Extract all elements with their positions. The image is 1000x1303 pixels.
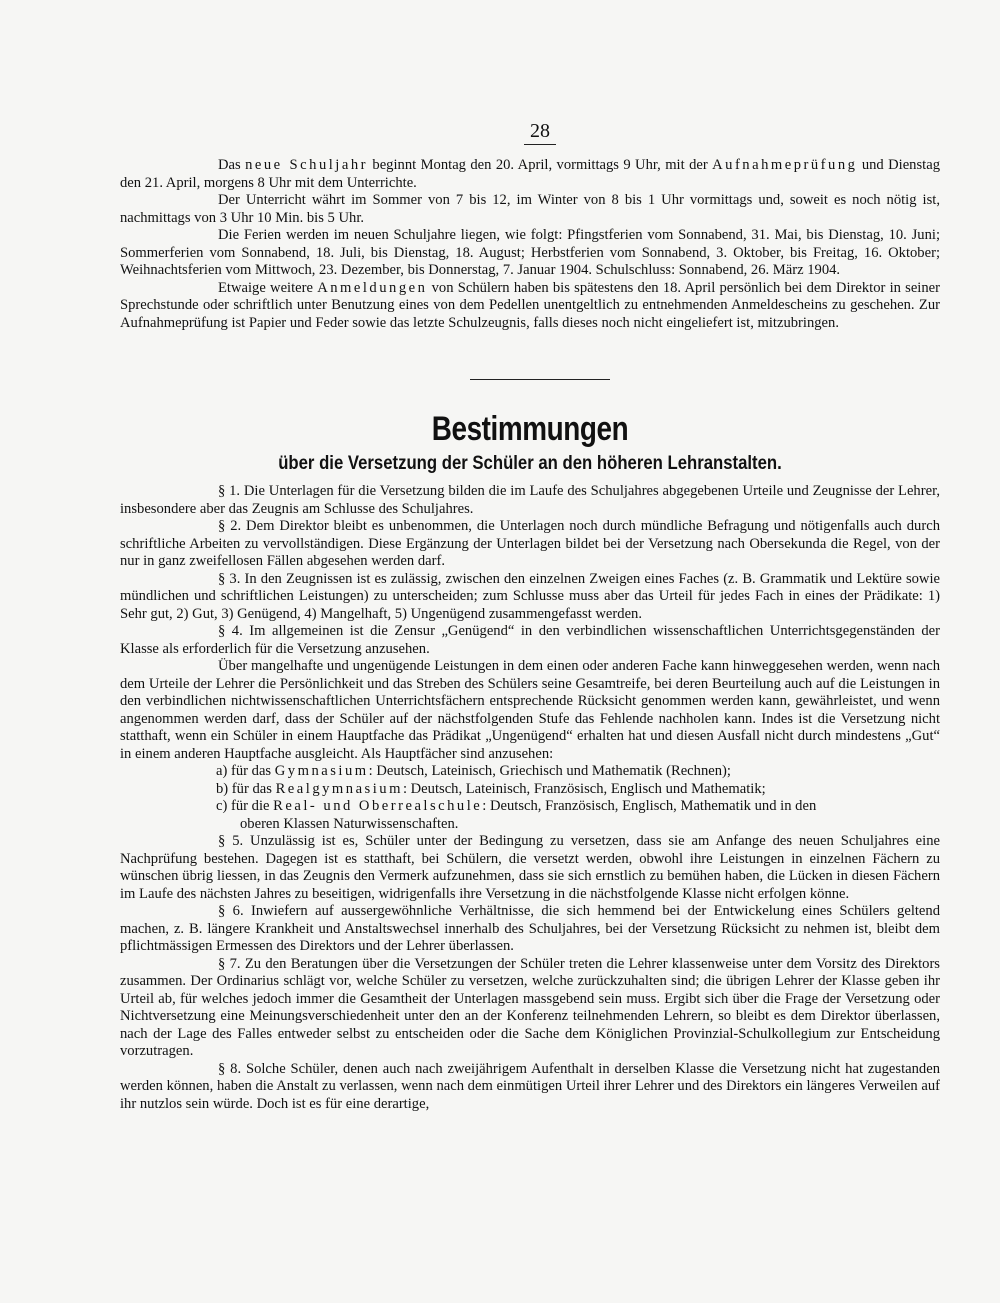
paragraph-s4-continued: Über mangelhafte und ungenügende Leistungen in dem einen oder anderen Fache kann hinweggesehen werden, wenn nach dem Urteile der Lehrer die Persönlichkeit und das Streben des Schülers seine Gesamtreife, bei deren Beurteilung auch auf die Leistungen in den verbindlichen nichtwissenschaftlichen Unterrichtsfächern entsprechende Rücksicht genommen werden kann, gewährleistet, und wenn angenommen werden darf, dass der Schüler auf der nächstfolgenden Stufe das Fehlende nachholen kann. Indes ist die Versetzung nicht statthaft, wenn ein Schüler in einem Hauptfache das Prädikat „Ungenügend“ erhalten hat und diesen Ausfall nicht durch mindestens „Gut“ in einem anderen Hauptfache ausgleicht. Als Hauptfächer sind anzusehen:: [120, 658, 940, 762]
paragraph-s5: § 5. Unzulässig ist es, Schüler unter der Bedingung zu versetzen, dass sie am Anfange des neuen Schuljahres eine Nachprüfung bestehen. Dagegen ist es statthaft, bei Schülern, die versetzt werden, obwohl ihre Leistungen in einzelnen Fächern zu wünschen übrig liessen, in das Zeugnis den Vermerk aufzunehmen, dass sie sich ernstlich zu bemühen haben, die Lücken in diesen Fächern im Laufe des nächsten Jahres zu beseitigen, widrigenfalls ihre Versetzung in die nächstfolgende Klasse nicht erfolgen könne.: [120, 833, 940, 902]
list-item: b) für das Realgymnasium: Deutsch, Lateinisch, Französisch, Englisch und Mathematik;: [216, 780, 766, 797]
paragraph-school-year: Das neue Schuljahr beginnt Montag den 20. April, vormittags 9 Uhr, mit der Aufnahmeprüfung und Dienstag den 21. April, morgens 8 Uhr mit dem Unterrichte.: [120, 157, 940, 191]
paragraph-s6: § 6. Inwiefern auf aussergewöhnliche Verhältnisse, die sich hemmend bei der Entwickelung eines Schülers geltend machen, z. B. längere Krankheit und Anstaltswechsel innerhalb des Schuljahres, bei der Versetzung Rücksicht zu nehmen ist, bleibt dem pflichtmässigen Ermessen des Direktors und der Lehrer überlassen.: [120, 903, 940, 954]
paragraph-s3: § 3. In den Zeugnissen ist es zulässig, zwischen den einzelnen Zweigen eines Faches (z. B. Grammatik und Lektüre sowie mündlichen und schriftlichen Leistungen) zu unterscheiden; zum Schlusse muss aber das Urteil für jedes Fach in eines der Prädikate: 1) Sehr gut, 2) Gut, 3) Genügend, 4) Mangelhaft, 5) Ungenügend zusammengefasst werden.: [120, 570, 940, 622]
page-number: 28: [120, 120, 940, 145]
main-subjects-list: [120, 763, 940, 833]
paragraph-registration: Etwaige weitere Anmeldungen von Schülern haben bis spätestens den 18. April persönlich bei dem Direktor in seiner Sprechstunde oder schriftlich unter Benutzung eines von dem Pedellen unentgeltlich zu entnehmenden Anmeldescheins zu geschehen. Zur Aufnahmeprüfung ist Papier und Feder sowie das letzte Schulzeugnis, falls dieses noch nicht eingeliefert ist, mitzubringen.: [120, 279, 940, 331]
list-item: a) für das Gymnasium: Deutsch, Lateinisch, Griechisch und Mathematik (Rechnen);: [216, 763, 731, 779]
paragraph-s4: § 4. Im allgemeinen ist die Zensur „Genügend“ in den verbindlichen wissenschaftlichen Unterrichtsgegenständen der Klasse als erforderlich für die Versetzung anzusehen.: [120, 623, 940, 657]
section-subtitle: über die Versetzung der Schüler an den höheren Lehranstalten.: [278, 453, 782, 474]
section-divider: [470, 379, 610, 380]
paragraph-s2: § 2. Dem Direktor bleibt es unbenommen, die Unterlagen noch durch mündliche Befragung und nötigenfalls auch durch schriftliche Arbeiten zu vervollständigen. Diese Ergänzung der Unterlagen bildet bei der Versetzung nach Obersekunda die Regel, von der nur in ganz zweifellosen Fällen abgesehen werden darf.: [120, 518, 940, 569]
document-page: [120, 120, 940, 1113]
list-item-continued: oberen Klassen Naturwissenschaften.: [240, 815, 459, 832]
list-item: c) für die Real- und Oberrealschule: Deutsch, Französisch, Englisch, Mathematik und in den: [216, 798, 817, 814]
section-title: Bestimmungen: [431, 410, 629, 448]
paragraph-s7: § 7. Zu den Beratungen über die Versetzungen der Schüler treten die Lehrer klassenweise unter dem Vorsitz des Direktors zusammen. Der Ordinarius schlägt vor, welche Schüler zu versetzen, welche zurückzuhalten sind; die übrigen Lehrer der Klasse geben ihr Urteil ab, für welches jedoch immer die Gesamtheit der Unterlagen massgebend sein muss. Ergibt sich über die Frage der Versetzung oder Nichtversetzung eine Meinungsverschiedenheit unter den an der Konferenz teilnehmenden Lehrern, so bleibt es dem Direktor überlassen, nach der Lage des Falles entweder selbst zu entscheiden oder die Sache dem Königlichen Provinzial-Schulkollegium zur Entscheidung vorzutragen.: [120, 955, 940, 1059]
paragraph-s1: § 1. Die Unterlagen für die Versetzung bilden die im Laufe des Schuljahres abgegebenen Urteile und Zeugnisse der Lehrer, insbesondere aber das Zeugnis am Schlusse des Schuljahres.: [120, 483, 940, 517]
paragraph-holidays: Die Ferien werden im neuen Schuljahre liegen, wie folgt: Pfingstferien vom Sonnabend, 31. Mai, bis Dienstag, 10. Juni; Sommerferien vom Sonnabend, 18. Juli, bis Dienstag, 18. August; Herbstferien vom Sonnabend, 3. Oktober, bis Freitag, 16. Oktober; Weihnachtsferien vom Mittwoch, 23. Dezember, bis Donnerstag, 7. Januar 1904. Schulschluss: Sonnabend, 26. März 1904.: [120, 227, 940, 278]
paragraph-lesson-times: Der Unterricht währt im Sommer von 7 bis 12, im Winter von 8 bis 1 Uhr vormittags und, soweit es noch nötig ist, nachmittags von 3 Uhr 10 Min. bis 5 Uhr.: [120, 192, 940, 226]
paragraph-s8: § 8. Solche Schüler, denen auch nach zweijährigem Aufenthalt in derselben Klasse die Versetzung nicht hat zugestanden werden können, haben die Anstalt zu verlassen, wenn nach dem einmütigen Urteil ihrer Lehrer und des Direktors ein längeres Verweilen auf ihr nutzlos sein würde. Doch ist es für eine derartige,: [120, 1060, 940, 1112]
